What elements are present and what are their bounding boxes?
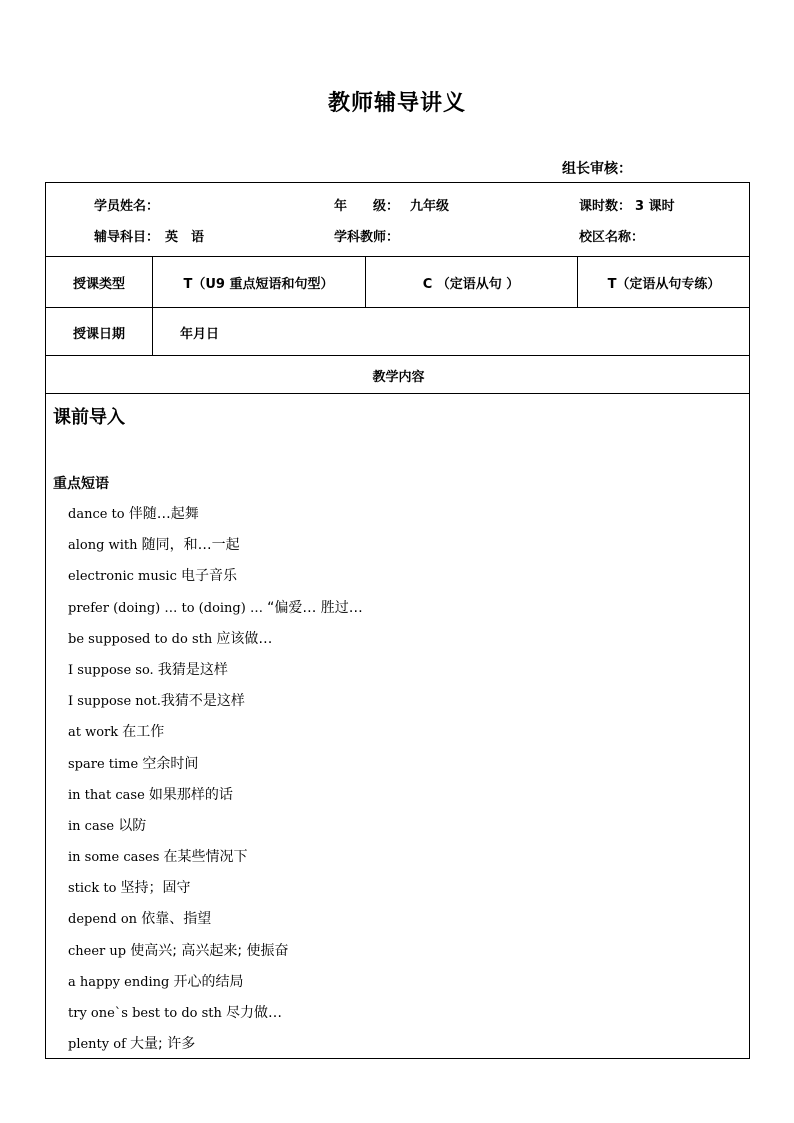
phrase-english: plenty of [68, 1037, 131, 1053]
list-item [68, 503, 363, 534]
list-item [68, 784, 363, 815]
list-item [68, 628, 363, 659]
list-item [68, 1033, 363, 1064]
phrase-english: a happy ending [68, 974, 174, 990]
phrase-chinese: 使高兴; 高兴起来; 使振奋 [130, 942, 289, 959]
list-item [68, 815, 363, 846]
hours-value: 3 课时 [635, 199, 675, 214]
phrase-list [68, 503, 363, 1064]
phrase-english: I suppose not. [68, 694, 161, 710]
phrase-english: cheer up [68, 943, 131, 959]
phrase-english: spare time [68, 756, 143, 772]
phrase-english: dance to [68, 507, 129, 522]
phrase-chinese: 在工作 [122, 724, 165, 741]
phrase-chinese: 依靠、指望 [141, 911, 212, 928]
subject-label: 辅导科目： [94, 230, 160, 245]
phrase-chinese: 我猜不是这样 [160, 693, 245, 710]
phrase-english: depend on [68, 912, 142, 928]
phrase-english: electronic music [68, 569, 181, 585]
lesson-date-value: 年月日 [180, 327, 220, 342]
hours-label: 课时数： [579, 199, 632, 214]
phrase-chinese: 尽力做… [226, 1005, 283, 1021]
phrase-chinese: “偏爱… 胜过… [267, 599, 363, 616]
phrase-chinese: 大量; 许多 [130, 1036, 196, 1053]
section-title: 课前导入 [53, 407, 125, 428]
phrase-english: along with [68, 538, 142, 554]
list-item [68, 940, 363, 971]
lesson-date-label: 授课日期 [72, 327, 125, 342]
lesson-type-t2: T（定语从句专练） [607, 277, 721, 292]
table-divider [46, 393, 749, 394]
phrase-english: I suppose so. [68, 662, 158, 678]
list-item [68, 877, 363, 908]
list-item [68, 1002, 363, 1033]
phrase-chinese: 伴随…起舞 [128, 506, 199, 522]
phrase-chinese: 电子音乐 [180, 568, 237, 585]
phrase-chinese: 在某些情况下 [163, 849, 248, 866]
subject-value: 英 语 [165, 230, 205, 245]
lesson-type-label: 授课类型 [72, 277, 125, 292]
phrase-chinese: 坚持；固守 [120, 880, 191, 897]
phrase-english: be supposed to do sth [68, 631, 217, 647]
phrase-chinese: 空余时间 [142, 755, 199, 772]
phrase-chinese: 开心的结局 [173, 973, 244, 990]
phrase-chinese: 随同，和…一起 [141, 537, 240, 554]
table-divider [46, 355, 749, 356]
list-item [68, 565, 363, 596]
phrase-english: try one`s best to do sth [68, 1006, 227, 1021]
list-item [68, 534, 363, 565]
phrase-chinese: 我猜是这样 [157, 661, 228, 678]
lesson-type-t1: T（U9 重点短语和句型） [183, 277, 334, 292]
phrase-english: in that case [68, 787, 149, 803]
phrase-chinese: 以防 [118, 817, 147, 834]
lesson-table [45, 182, 750, 1059]
list-item [68, 659, 363, 690]
list-item [68, 971, 363, 1002]
phrase-english: prefer (doing) … to (doing) … [68, 600, 268, 616]
grade-value: 九年级 [410, 199, 450, 214]
list-item [68, 846, 363, 877]
teacher-label: 学科教师： [334, 230, 400, 245]
list-item [68, 753, 363, 784]
phrase-chinese: 应该做… [216, 630, 273, 647]
phrase-english: in some cases [68, 850, 164, 866]
list-item [68, 908, 363, 939]
content-header: 教学内容 [372, 370, 425, 385]
phrase-english: at work [68, 725, 123, 741]
section-subtitle: 重点短语 [53, 476, 109, 492]
document-title: 教师辅导讲义 [327, 91, 466, 116]
table-divider [152, 256, 153, 355]
grade-label: 年 级： [334, 199, 400, 214]
reviewer-label: 组长审核： [562, 161, 632, 177]
list-item [68, 721, 363, 752]
campus-label: 校区名称： [579, 230, 645, 245]
phrase-chinese: 如果那样的话 [148, 786, 233, 803]
list-item [68, 597, 363, 628]
lesson-type-c: C （定语从句 ） [422, 277, 520, 292]
phrase-english: stick to [68, 881, 121, 897]
phrase-english: in case [68, 818, 119, 834]
student-name-label: 学员姓名： [94, 199, 160, 214]
list-item [68, 690, 363, 721]
